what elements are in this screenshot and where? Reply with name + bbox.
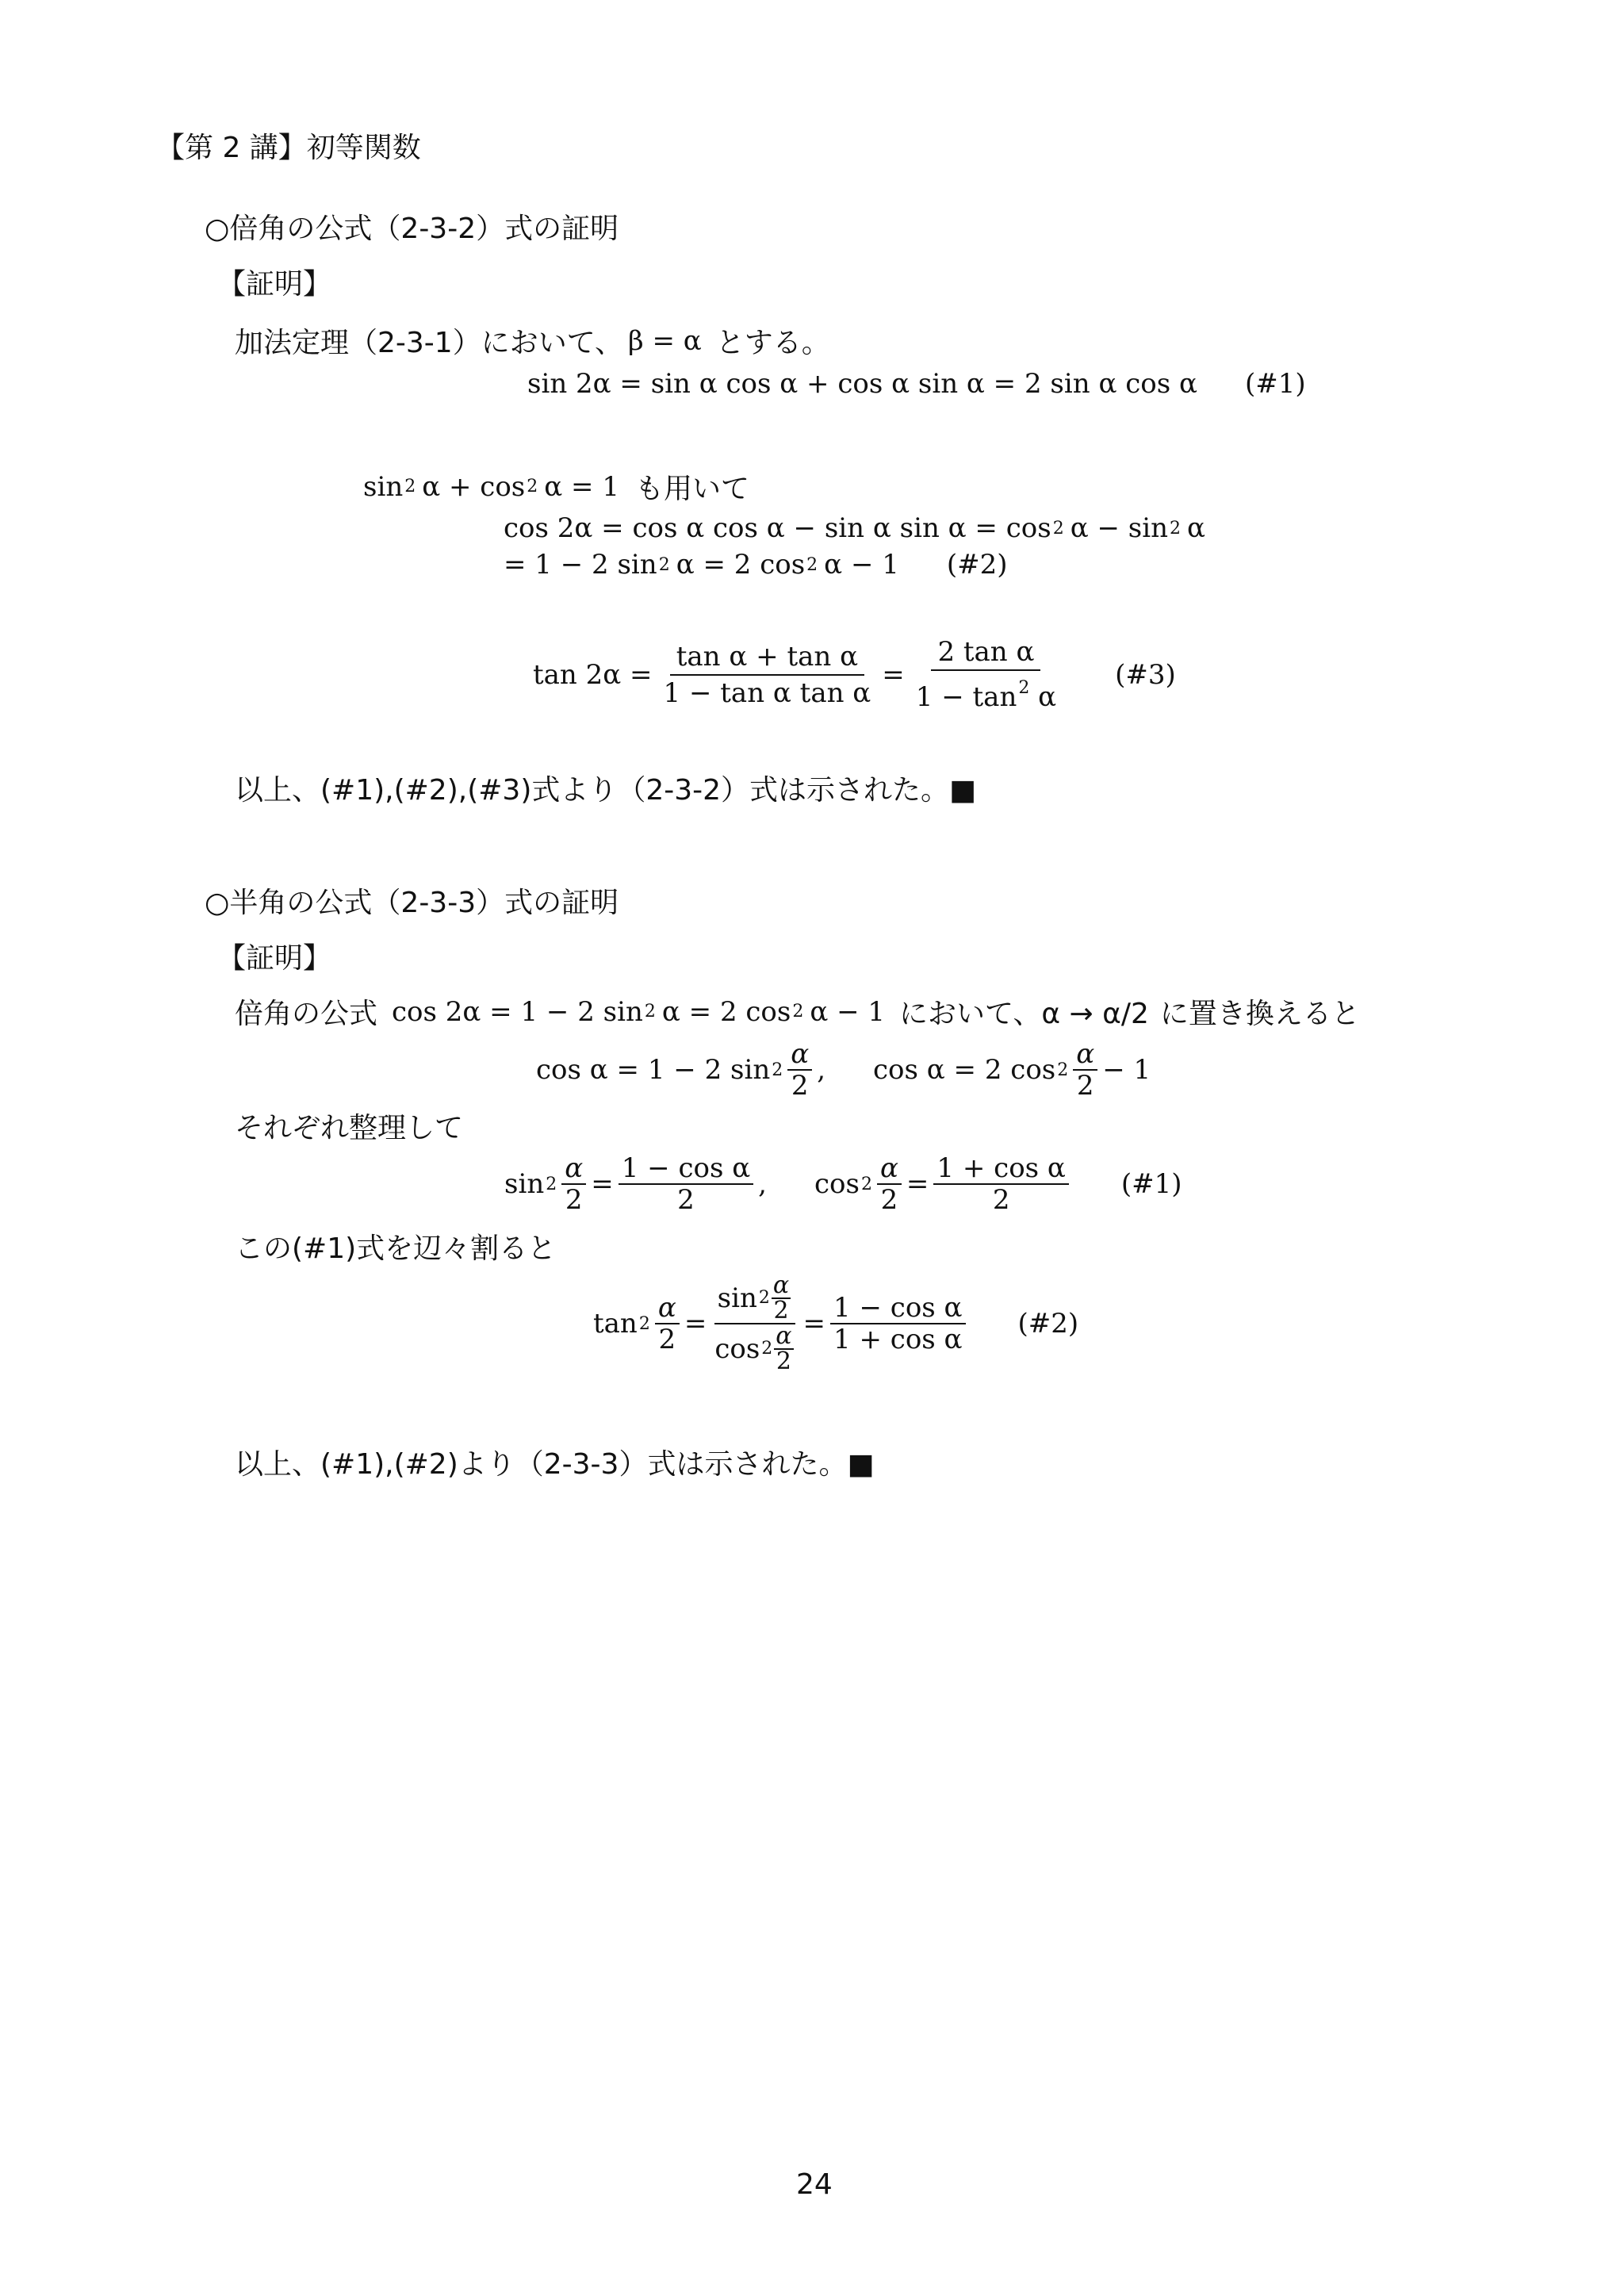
half-angle-result-1-number: (#1) bbox=[1120, 1168, 1182, 1200]
section1-title: ○倍角の公式（2-3-2）式の証明 bbox=[205, 213, 619, 245]
section1-conclusion: 以上、(#1),(#2),(#3)式より（2-3-2）式は示された。■ bbox=[235, 774, 977, 807]
equation-3-fraction-2: $\frac{\text{2 tan α}}{1 - \tan^2 \alpha}$ bbox=[915, 636, 1057, 713]
equation-3: tan 2α = $\frac{\text{tan α + tan α}}{\text{1 − tan α tan α}}$ = $\frac{\text{2 tan α}}{1 - \tan^2 \alpha}$ (#3) bbox=[533, 636, 1176, 713]
section1-proof-label: 【証明】 bbox=[217, 268, 332, 301]
half-angle-substitution: cos α = 1 − 2 sin 2 $\frac{\alpha}{2}$ , cos α = 2 cos 2 $\frac{\alpha}{2}$ − 1 bbox=[536, 1038, 1151, 1102]
equation-2a: cos 2α = cos α cos α − sin α sin α = cos 2 α − sin 2 α bbox=[504, 512, 1205, 544]
section2-organize: それぞれ整理して bbox=[235, 1112, 464, 1144]
section2-title: ○半角の公式（2-3-3）式の証明 bbox=[205, 887, 619, 919]
half-angle-result-1: sin 2 $\frac{\alpha}{2}$ = $\frac{\text{1 − cos α}}{2}$ , cos 2 $\frac{\alpha}{2}$ = $\frac{\text{1 + cos α}}{2}$ (#1) bbox=[504, 1152, 1182, 1216]
section2-conclusion: 以上、(#1),(#2)より（2-3-3）式は示された。■ bbox=[235, 1448, 875, 1481]
equation-2-number: (#2) bbox=[946, 549, 1008, 581]
section1-intro-math: β = α bbox=[627, 324, 702, 357]
section1-intro-text: 加法定理（2-3-1）において、 bbox=[235, 327, 623, 359]
tan-compound-fraction: sin 2 $\frac{\alpha}{2}$ cos 2 $\frac{\alpha}{2}$ bbox=[711, 1274, 798, 1374]
equation-2b: = 1 − 2 sin 2 α = 2 cos 2 α − 1 (#2) bbox=[504, 549, 1008, 581]
section1-intro bbox=[235, 320, 830, 361]
half-angle-result-2-number: (#2) bbox=[1017, 1308, 1079, 1340]
page-number: 24 bbox=[796, 2168, 833, 2201]
equation-1-number: (#1) bbox=[1244, 368, 1306, 400]
section2-proof-label: 【証明】 bbox=[217, 942, 332, 975]
pythagorean-identity: sin 2 α + cos 2 α = 1 も用いて bbox=[363, 466, 749, 507]
identity-mid: α + cos bbox=[422, 470, 526, 503]
identity-sin: sin bbox=[363, 470, 404, 503]
section2-intro: 倍角の公式 cos 2α = 1 − 2 sin 2 α = 2 cos 2 α − 1 において、α → α/2 に置き換えると bbox=[235, 995, 1360, 1030]
equation-3-number: (#3) bbox=[1115, 658, 1176, 691]
identity-post: α = 1 bbox=[544, 470, 619, 503]
equation-1-body: sin 2α = sin α cos α + cos α sin α = 2 sin α cos α bbox=[527, 368, 1197, 400]
chapter-heading: 【第 2 講】初等関数 bbox=[156, 132, 421, 164]
half-angle-result-2: tan 2 $\frac{\alpha}{2}$ = sin 2 $\frac{\alpha}{2}$ cos 2 $\frac{\alpha}{2}$ = $\frac{\text{1 − cos α}}{\text{1 + cos α}}$ (#2) bbox=[593, 1271, 1079, 1375]
equation-3-fraction-1: $\frac{\text{tan α + tan α}}{\text{1 − tan α tan α}}$ bbox=[663, 640, 871, 709]
section2-divide: この(#1)式を辺々割ると bbox=[235, 1232, 557, 1265]
identity-tail: も用いて bbox=[634, 473, 749, 505]
section1-intro-tail: とする。 bbox=[715, 327, 830, 359]
equation-1 bbox=[527, 368, 1306, 400]
